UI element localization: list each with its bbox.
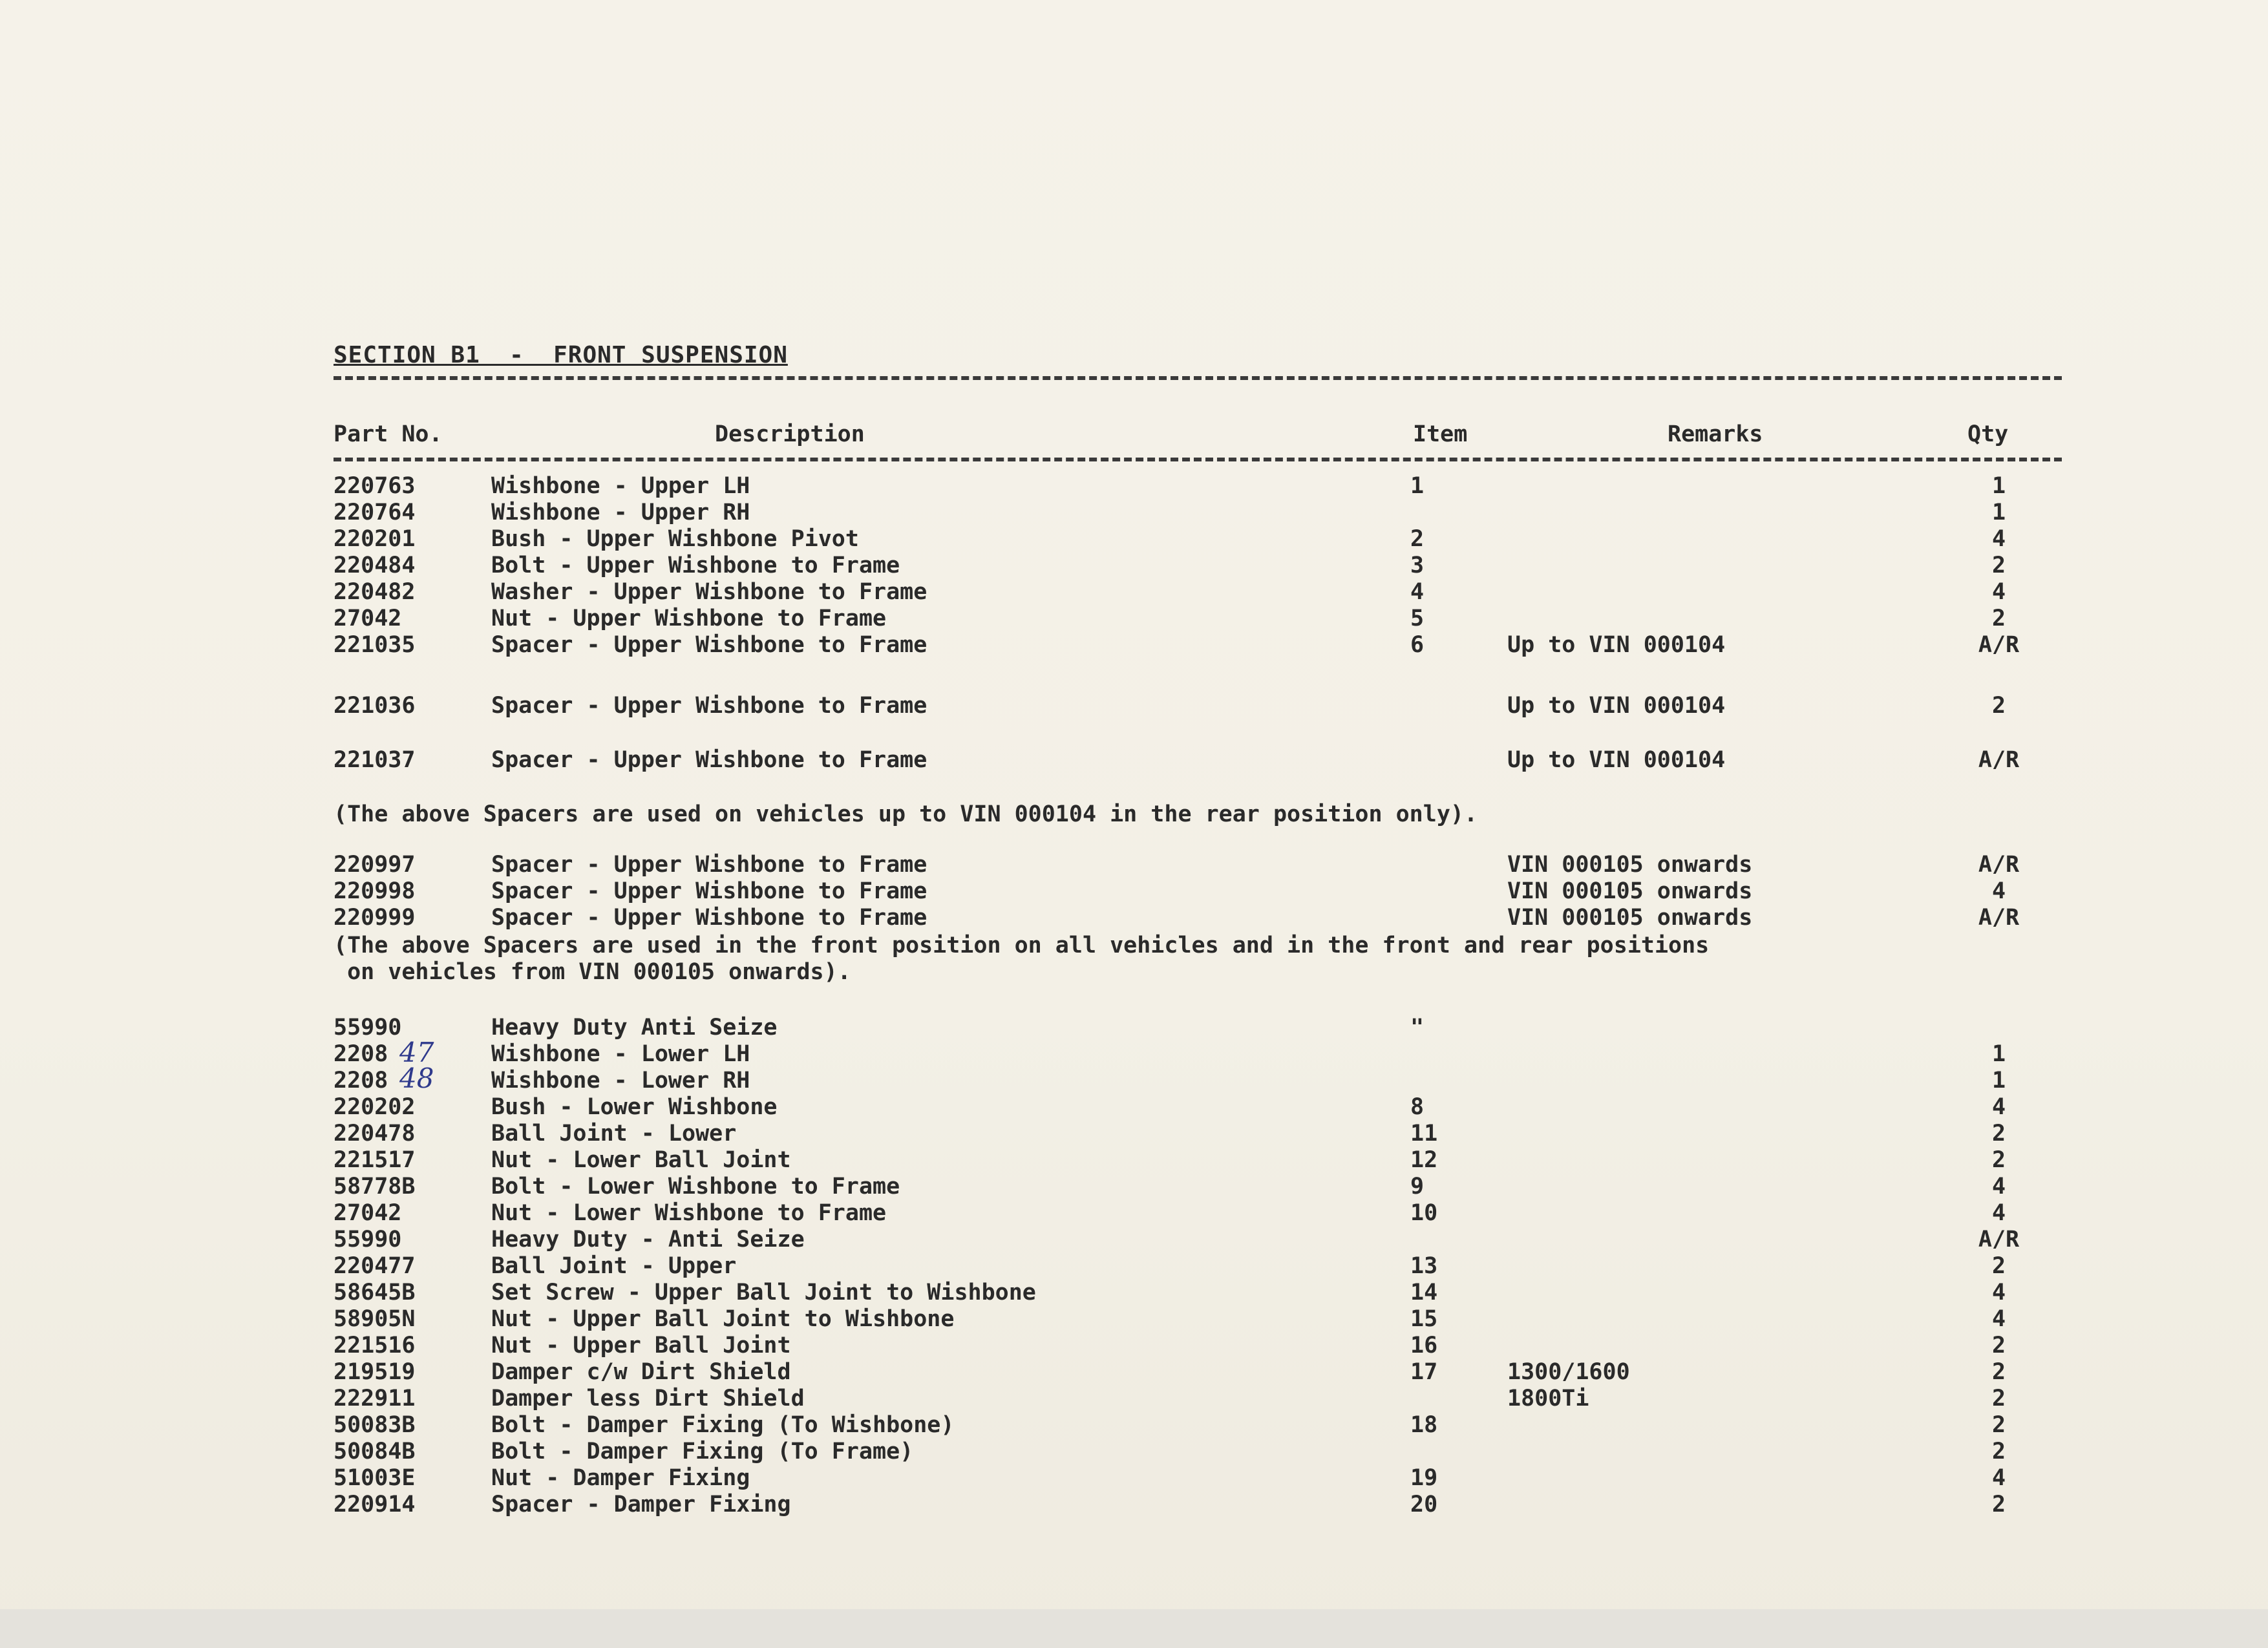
part-description: Ball Joint - Lower: [491, 1121, 737, 1146]
part-number: 27042: [334, 1200, 402, 1226]
item-number: 12: [1410, 1147, 1438, 1173]
quantity: 2: [1991, 553, 2006, 578]
quantity: 4: [1991, 1094, 2006, 1120]
remarks: 1300/1600: [1507, 1359, 1630, 1385]
part-description: Spacer - Upper Wishbone to Frame: [491, 632, 927, 658]
remarks: 1800Ti: [1507, 1386, 1589, 1411]
item-number: 5: [1410, 606, 1425, 631]
part-description: Nut - Damper Fixing: [491, 1465, 750, 1491]
part-number: 220763: [334, 473, 416, 499]
part-number: 58645B: [334, 1280, 416, 1305]
part-description: Bolt - Damper Fixing (To Wishbone): [491, 1412, 955, 1438]
quantity: 4: [1991, 1306, 2006, 1332]
item-number: 16: [1410, 1333, 1438, 1358]
part-number: 220477: [334, 1253, 416, 1279]
remarks: Up to VIN 000104: [1507, 693, 1726, 719]
part-description: Spacer - Damper Fixing: [491, 1492, 791, 1517]
part-number: 221035: [334, 632, 416, 658]
quantity: 2: [1991, 1439, 2006, 1464]
part-number: 221036: [334, 693, 416, 719]
part-number: 220478: [334, 1121, 416, 1146]
part-description: Wishbone - Lower RH: [491, 1068, 750, 1093]
part-number: 221516: [334, 1333, 416, 1358]
part-number: 220914: [334, 1492, 416, 1517]
item-number: 13: [1410, 1253, 1438, 1279]
quantity: 1: [1991, 1068, 2006, 1093]
quantity: A/R: [1978, 852, 2020, 878]
part-description: Ball Joint - Upper: [491, 1253, 737, 1279]
section-title: SECTION B1 - FRONT SUSPENSION: [334, 342, 788, 368]
item-number: ": [1410, 1015, 1425, 1041]
quantity: 4: [1991, 1280, 2006, 1305]
part-number: 55990: [334, 1015, 402, 1041]
part-description: Spacer - Upper Wishbone to Frame: [491, 693, 927, 719]
quantity: 2: [1991, 693, 2006, 719]
item-number: 18: [1410, 1412, 1438, 1438]
part-description: Bolt - Upper Wishbone to Frame: [491, 553, 900, 578]
part-description: Spacer - Upper Wishbone to Frame: [491, 905, 927, 931]
quantity: 2: [1991, 1492, 2006, 1517]
item-number: 1: [1410, 473, 1425, 499]
part-description: Wishbone - Upper LH: [491, 473, 750, 499]
part-number: 55990: [334, 1227, 402, 1252]
quantity: A/R: [1978, 632, 2020, 658]
item-number: 14: [1410, 1280, 1438, 1305]
item-number: 2: [1410, 526, 1425, 552]
handwritten-correction-rh: 48: [399, 1062, 434, 1094]
remarks: Up to VIN 000104: [1507, 632, 1726, 658]
quantity: A/R: [1978, 1227, 2020, 1252]
part-description: Washer - Upper Wishbone to Frame: [491, 579, 927, 605]
note-rear-spacers: (The above Spacers are used on vehicles up to VIN 000104 in the rear position only).: [334, 801, 1478, 827]
item-number: 17: [1410, 1359, 1438, 1385]
part-description: Spacer - Upper Wishbone to Frame: [491, 852, 927, 878]
part-number: 220998: [334, 878, 416, 904]
quantity: 2: [1991, 1333, 2006, 1358]
part-number: 220482: [334, 579, 416, 605]
part-number: 220999: [334, 905, 416, 931]
quantity: 2: [1991, 1359, 2006, 1385]
quantity: 4: [1991, 526, 2006, 552]
part-number: 50084B: [334, 1439, 416, 1464]
remarks: VIN 000105 onwards: [1507, 878, 1753, 904]
part-number: 2208: [334, 1041, 388, 1067]
scan-bed-edge: [0, 1609, 2268, 1648]
part-number: 51003E: [334, 1465, 416, 1491]
quantity: 4: [1991, 1465, 2006, 1491]
quantity: 4: [1991, 1200, 2006, 1226]
quantity: 1: [1991, 1041, 2006, 1067]
item-number: 3: [1410, 553, 1425, 578]
part-description: Spacer - Upper Wishbone to Frame: [491, 747, 927, 773]
quantity: A/R: [1978, 747, 2020, 773]
part-description: Bolt - Lower Wishbone to Frame: [491, 1174, 900, 1199]
quantity: 2: [1991, 1253, 2006, 1279]
part-description: Set Screw - Upper Ball Joint to Wishbone: [491, 1280, 1036, 1305]
quantity: 4: [1991, 579, 2006, 605]
part-description: Nut - Lower Wishbone to Frame: [491, 1200, 887, 1226]
part-number: 221037: [334, 747, 416, 773]
item-number: 20: [1410, 1492, 1438, 1517]
title-rule: [334, 376, 2062, 380]
item-number: 15: [1410, 1306, 1438, 1332]
item-number: 11: [1410, 1121, 1438, 1146]
part-description: Nut - Upper Ball Joint to Wishbone: [491, 1306, 955, 1332]
item-number: 4: [1410, 579, 1425, 605]
part-description: Spacer - Upper Wishbone to Frame: [491, 878, 927, 904]
part-description: Damper less Dirt Shield: [491, 1386, 805, 1411]
item-number: 9: [1410, 1174, 1425, 1199]
quantity: 4: [1991, 878, 2006, 904]
quantity: 1: [1991, 500, 2006, 525]
quantity: 2: [1991, 1147, 2006, 1173]
part-description: Bush - Lower Wishbone: [491, 1094, 778, 1120]
part-number: 221517: [334, 1147, 416, 1173]
part-number: 220201: [334, 526, 416, 552]
header-remarks: Remarks: [1668, 421, 1763, 447]
quantity: 4: [1991, 1174, 2006, 1199]
part-description: Heavy Duty - Anti Seize: [491, 1227, 805, 1252]
item-number: 19: [1410, 1465, 1438, 1491]
part-description: Wishbone - Lower LH: [491, 1041, 750, 1067]
remarks: VIN 000105 onwards: [1507, 852, 1753, 878]
part-description: Bush - Upper Wishbone Pivot: [491, 526, 859, 552]
quantity: 2: [1991, 1386, 2006, 1411]
part-description: Wishbone - Upper RH: [491, 500, 750, 525]
header-qty: Qty: [1967, 421, 2009, 447]
handwritten-correction-lh: 47: [399, 1037, 434, 1068]
part-description: Heavy Duty Anti Seize: [491, 1015, 778, 1041]
quantity: 2: [1991, 1121, 2006, 1146]
part-number: 27042: [334, 606, 402, 631]
item-number: 6: [1410, 632, 1425, 658]
remarks: Up to VIN 000104: [1507, 747, 1726, 773]
item-number: 8: [1410, 1094, 1425, 1120]
part-number: 58905N: [334, 1306, 416, 1332]
part-description: Nut - Upper Ball Joint: [491, 1333, 791, 1358]
part-number: 222911: [334, 1386, 416, 1411]
part-number: 220764: [334, 500, 416, 525]
item-number: 10: [1410, 1200, 1438, 1226]
quantity: 2: [1991, 1412, 2006, 1438]
part-description: Damper c/w Dirt Shield: [491, 1359, 791, 1385]
quantity: 2: [1991, 606, 2006, 631]
quantity: A/R: [1978, 905, 2020, 931]
part-number: 58778B: [334, 1174, 416, 1199]
part-number: 2208: [334, 1068, 388, 1093]
quantity: 1: [1991, 473, 2006, 499]
part-description: Bolt - Damper Fixing (To Frame): [491, 1439, 914, 1464]
part-number: 219519: [334, 1359, 416, 1385]
note-front-spacers-line1: (The above Spacers are used in the front position on all vehicles and in the front and rear positions: [334, 933, 1710, 958]
part-number: 220484: [334, 553, 416, 578]
header-part-no: Part No.: [334, 421, 443, 447]
remarks: VIN 000105 onwards: [1507, 905, 1753, 931]
header-description: Description: [715, 421, 865, 447]
header-rule: [334, 458, 2062, 461]
part-description: Nut - Upper Wishbone to Frame: [491, 606, 887, 631]
part-description: Nut - Lower Ball Joint: [491, 1147, 791, 1173]
note-front-spacers-line2: on vehicles from VIN 000105 onwards).: [334, 959, 851, 985]
part-number: 50083B: [334, 1412, 416, 1438]
header-item: Item: [1413, 421, 1468, 447]
part-number: 220202: [334, 1094, 416, 1120]
part-number: 220997: [334, 852, 416, 878]
